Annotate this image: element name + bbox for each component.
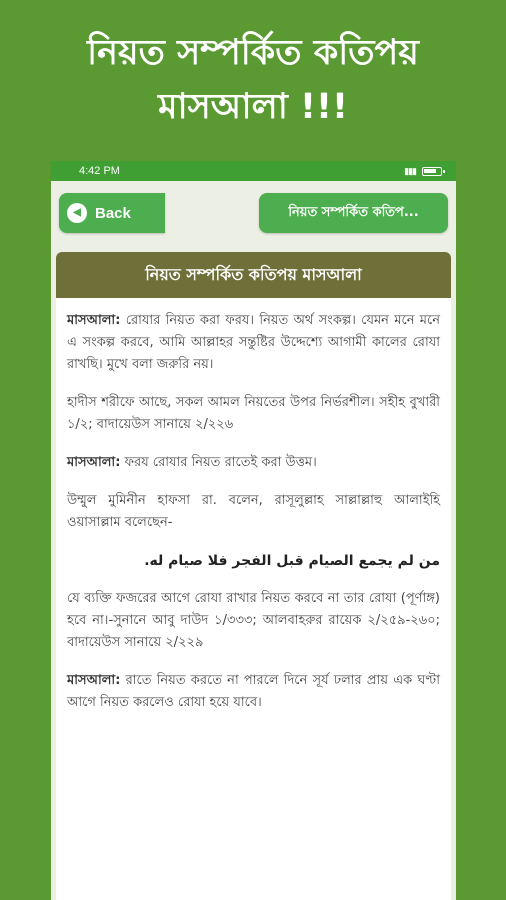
paragraph <box>67 392 440 436</box>
back-button-label: Back <box>95 204 131 222</box>
signal-icon: ▮▮▮ <box>404 165 416 176</box>
back-button[interactable] <box>59 193 165 233</box>
arabic-hadith: من لم يجمع الصيام قبل الفجر فلا صيام له. <box>144 553 440 569</box>
paragraph <box>67 588 440 654</box>
battery-icon <box>422 167 442 176</box>
paragraph-text: যে ব্যক্তি ফজরের আগে রোযা রাখার নিয়ত করবে না তার রোযা (পূর্ণাঙ্গ) হবে না।-সুনানে আবু দাউদ ১/৩৩৩; আলবাহরুর রায়েক ২/২৫৯-২৬০; বাদায়েউস সানায়ে ২/২২৯ <box>67 591 440 650</box>
paragraph <box>67 452 440 474</box>
paragraph-text: উম্মুল মুমিনীন হাফসা রা. বলেন, রাসূলুল্লাহ সাল্লাল্লাহু আলাইহি ওয়াসাল্লাম বলেছেন- <box>67 493 440 530</box>
paragraph-text: হাদীস শরীফে আছে, সকল আমল নিয়তের উপর নির্ভরশীল। সহীহ বুখারী ১/২; বাদায়েউস সানায়ে ২/২২৬ <box>67 395 440 432</box>
promo-title-line-1: নিয়ত সম্পর্কিত কতিপয় <box>87 33 419 73</box>
card-body <box>56 298 451 714</box>
paragraph <box>67 670 440 714</box>
paragraph-text: রাতে নিয়ত করতে না পারলে দিনে সূর্য ঢলার প্রায় এক ঘণ্টা আগে নিয়ত করলেও রোযা হয়ে যাবে। <box>67 673 440 710</box>
phone-screen <box>51 161 456 900</box>
paragraph-lead: মাসআলা: <box>67 455 121 470</box>
paragraph-text: রোযার নিয়ত করা ফরয। নিয়ত অর্থ সংকল্প। যেমন মনে মনে এ সংকল্প করবে, আমি আল্লাহর সন্তুষ্টির উদ্দেশ্যে আগামী কালের রোযা রাখছি। মুখে বলা জরুরি নয়। <box>67 313 440 372</box>
status-bar <box>51 161 456 181</box>
promo-title-line-2: মাসআলা !!! <box>158 87 348 127</box>
paragraph-lead: মাসআলা: <box>67 313 121 328</box>
card-header: নিয়ত সম্পর্কিত কতিপয় মাসআলা <box>56 252 451 298</box>
paragraph-text: ফরয রোযার নিয়ত রাতেই করা উত্তম। <box>120 455 317 470</box>
status-time: 4:42 PM <box>79 165 120 177</box>
paragraph <box>67 490 440 534</box>
status-icons <box>404 166 442 177</box>
paragraph <box>67 310 440 376</box>
page-title-button[interactable] <box>259 193 448 233</box>
content-card[interactable] <box>56 252 451 900</box>
toolbar <box>51 181 456 247</box>
page-title-label: নিয়ত সম্পর্কিত কতিপ... <box>288 204 419 220</box>
paragraph-lead: মাসআলা: <box>67 673 121 688</box>
back-arrow-icon: ◀ <box>67 203 87 223</box>
promo-title <box>0 26 506 134</box>
